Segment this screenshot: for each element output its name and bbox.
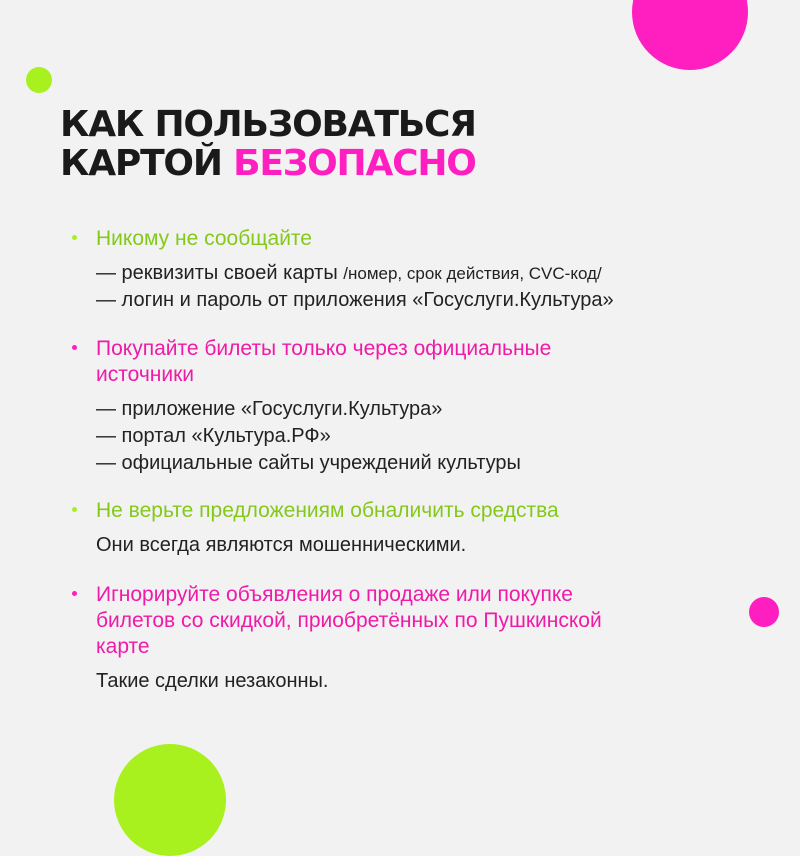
section-heading-text: Не верьте предложениям обналичить средства	[96, 499, 559, 522]
section-heading-line-1: Покупайте билеты только через официальные	[96, 337, 552, 360]
section-heading	[70, 336, 770, 388]
section-dont-cash-out	[70, 498, 770, 559]
section-lines	[70, 396, 770, 477]
section-heading-text: Никому не сообщайте	[96, 227, 312, 250]
section-lines	[70, 532, 770, 559]
list-item: — приложение «Госуслуги.Культура»	[96, 398, 443, 420]
bullet-icon	[72, 345, 77, 350]
bullet-icon	[72, 235, 77, 240]
section-heading	[70, 226, 770, 252]
list-item-note: /номер, срок действия, CVC-код/	[343, 264, 602, 283]
list-item: — логин и пароль от приложения «Госуслуги.Культура»	[96, 289, 614, 311]
title-line-2-plain: КАРТОЙ	[60, 143, 222, 184]
list-item: — портал «Культура.РФ»	[96, 425, 331, 447]
title-line-2-accent: БЕЗОПАСНО	[233, 143, 476, 184]
section-lines	[70, 668, 770, 695]
list-item-text: — реквизиты своей карты	[96, 262, 338, 284]
section-heading	[70, 498, 770, 524]
section-ignore-ads	[70, 582, 770, 695]
title-line-1: КАК ПОЛЬЗОВАТЬСЯ	[60, 104, 476, 145]
bullet-icon	[72, 507, 77, 512]
list-item: Такие сделки незаконны.	[96, 670, 329, 692]
decorative-green-dot	[26, 67, 52, 93]
bullet-icon	[72, 591, 77, 596]
page-title	[60, 105, 476, 183]
section-lines	[70, 260, 770, 314]
section-heading-line-3: карте	[96, 635, 150, 658]
section-dont-share	[70, 226, 770, 314]
list-item	[96, 260, 770, 287]
section-heading	[70, 582, 770, 660]
section-official-sources	[70, 336, 770, 477]
section-heading-line-1: Игнорируйте объявления о продаже или покупке	[96, 583, 573, 606]
decorative-green-circle-bottom	[114, 744, 226, 856]
section-heading-line-2: источники	[96, 363, 195, 386]
list-item: Они всегда являются мошенническими.	[96, 534, 467, 556]
decorative-pink-circle-top	[632, 0, 748, 70]
section-heading-line-2: билетов со скидкой, приобретённых по Пушкинской	[96, 609, 602, 632]
list-item: — официальные сайты учреждений культуры	[96, 452, 521, 474]
